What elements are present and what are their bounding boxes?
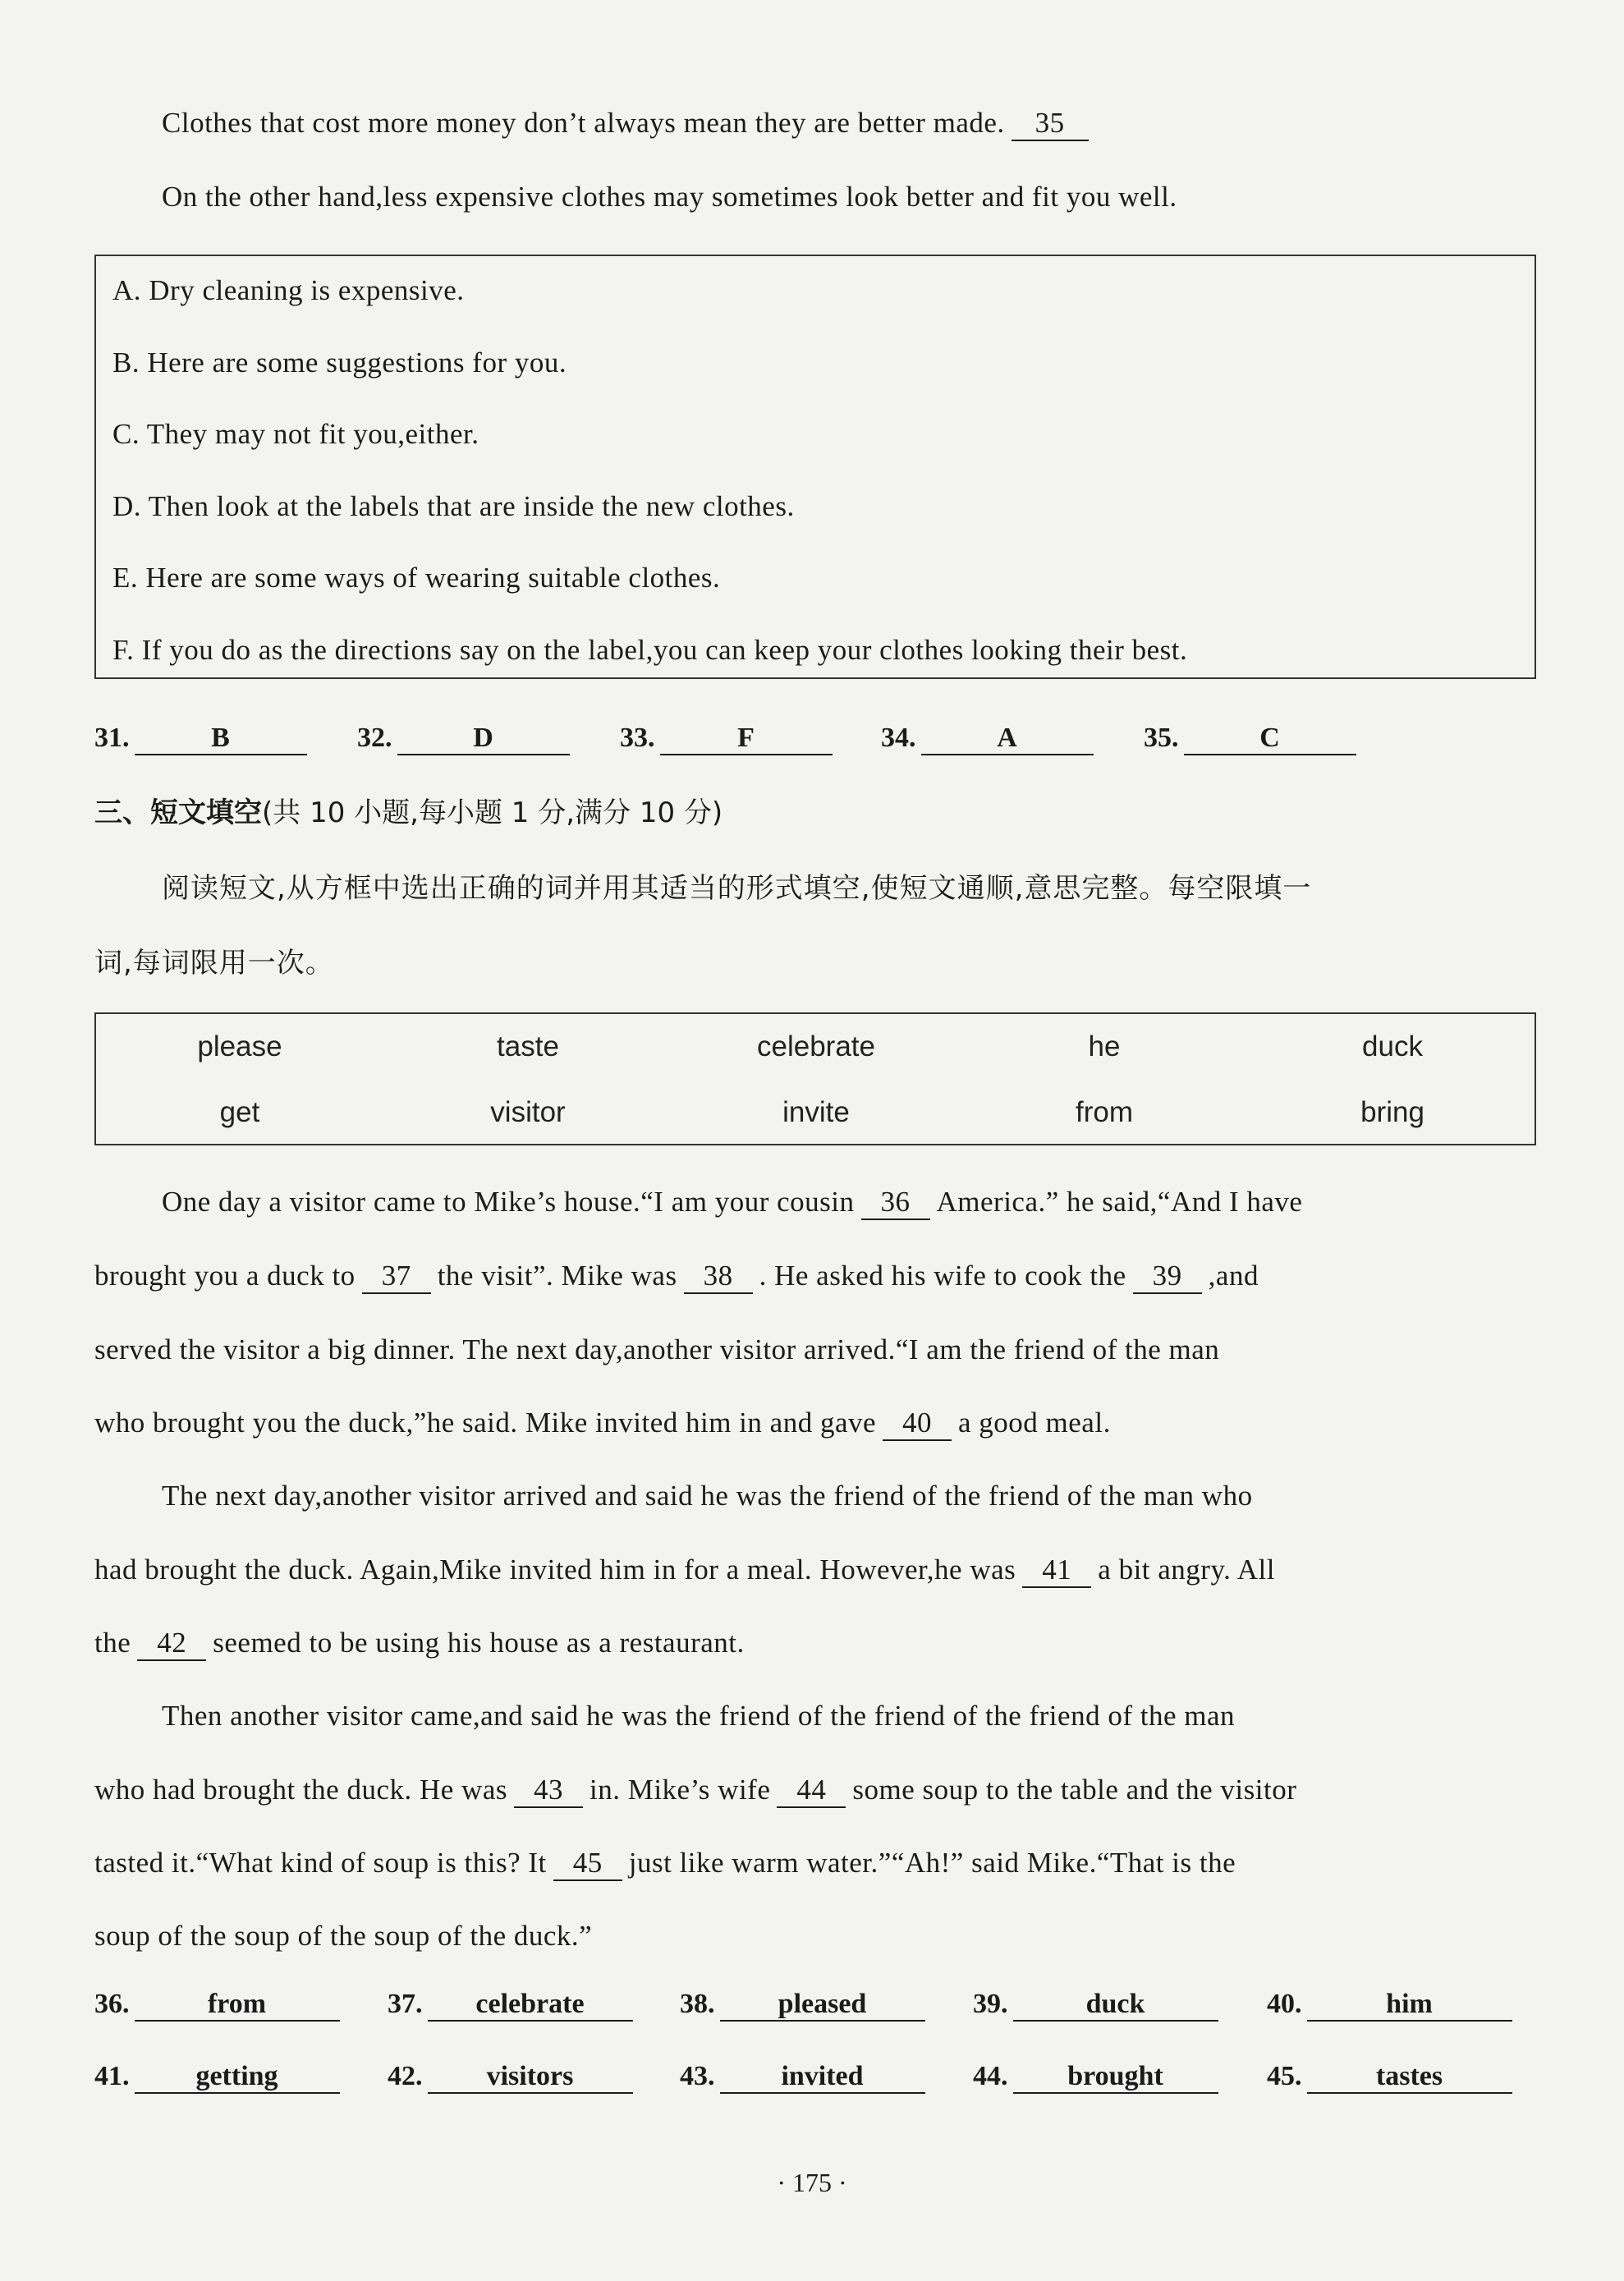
answer-41: 41. getting [94,2061,340,2094]
blank-39: 39 [1133,1260,1202,1294]
story-line: served the visitor a big dinner. The next day,another visitor arrived.“I am the friend of the man [94,1333,1220,1365]
answer-44: 44. brought [973,2061,1218,2094]
section-title: 三、短文填空(共 10 小题,每小题 1 分,满分 10 分) [94,796,723,829]
word-bank-item: he [1088,1030,1121,1062]
blank-40: 40 [883,1407,952,1441]
passage-text: Clothes that cost more money don’t always mean they are better made. [162,107,1005,139]
options-box [94,255,1536,679]
answer-39: 39. duck [973,1989,1218,2022]
answer-35: 35. C [1144,723,1356,755]
story-line: had brought the duck. Again,Mike invited him in for a meal. However,he was 41 a bit angry. All [94,1554,1275,1588]
answer-36: 36. from [94,1989,340,2022]
passage-line [162,107,1095,141]
blank-38: 38 [684,1260,753,1294]
story-line: Then another visitor came,and said he was the friend of the friend of the friend of the man [162,1700,1235,1732]
word-bank [94,1012,1536,1145]
instruction-line: 阅读短文,从方框中选出正确的词并用其适当的形式填空,使短文通顺,意思完整。每空限填一 [162,872,1312,905]
story-line: the 42 seemed to be using his house as a restaurant. [94,1627,745,1661]
answer-38: 38. pleased [680,1989,925,2022]
story-line: who had brought the duck. He was 43 in. Mike’s wife 44 some soup to the table and the visitor [94,1774,1296,1808]
story-line: soup of the soup of the soup of the duck.” [94,1920,593,1952]
answer-32: 32. D [357,723,570,755]
blank-44: 44 [777,1774,846,1808]
word-bank-item: taste [497,1030,559,1062]
option-a: A. Dry cleaning is expensive. [112,274,465,306]
word-bank-item: duck [1362,1030,1423,1062]
blank-35: 35 [1012,108,1089,141]
answer-33: 33. F [620,723,833,755]
word-bank-item: invite [782,1096,850,1128]
word-bank-item: get [219,1096,260,1128]
answer-34: 34. A [881,723,1094,755]
answer-37: 37. celebrate [388,1989,633,2022]
blank-37: 37 [362,1260,431,1294]
option-f: F. If you do as the directions say on the label,you can keep your clothes looking their best. [112,634,1188,666]
word-bank-item: celebrate [757,1030,875,1062]
story-line: One day a visitor came to Mike’s house.“I am your cousin 36 America.” he said,“And I have [162,1186,1302,1220]
page-number: · 175 · [777,2168,847,2197]
answer-31: 31. B [94,723,307,755]
answer-45: 45. tastes [1267,2061,1512,2094]
story-line: tasted it.“What kind of soup is this? It 45 just like warm water.”“Ah!” said Mike.“That is the [94,1847,1236,1881]
answer-42: 42. visitors [388,2061,633,2094]
blank-42: 42 [137,1627,206,1661]
passage-line: On the other hand,less expensive clothes may sometimes look better and fit you well. [162,181,1177,213]
story-line: brought you a duck to 37 the visit”. Mike was 38 . He asked his wife to cook the 39 ,and [94,1260,1259,1294]
option-e: E. Here are some ways of wearing suitable clothes. [112,562,721,594]
word-bank-item: bring [1360,1096,1424,1128]
story-line: who brought you the duck,”he said. Mike invited him in and gave 40 a good meal. [94,1407,1111,1441]
blank-45: 45 [553,1847,622,1881]
option-c: C. They may not fit you,either. [112,418,479,450]
blank-36: 36 [861,1186,930,1220]
word-bank-item: visitor [490,1096,566,1128]
story-line: The next day,another visitor arrived and said he was the friend of the friend of the man who [162,1480,1253,1512]
blank-43: 43 [514,1774,583,1808]
word-bank-item: from [1076,1096,1133,1128]
blank-41: 41 [1022,1554,1091,1588]
instruction-line: 词,每词限用一次。 [94,947,334,980]
answer-43: 43. invited [680,2061,925,2094]
word-bank-item: please [197,1030,282,1062]
option-d: D. Then look at the labels that are inside the new clothes. [112,490,795,522]
option-b: B. Here are some suggestions for you. [112,347,567,379]
answer-40: 40. him [1267,1989,1512,2022]
